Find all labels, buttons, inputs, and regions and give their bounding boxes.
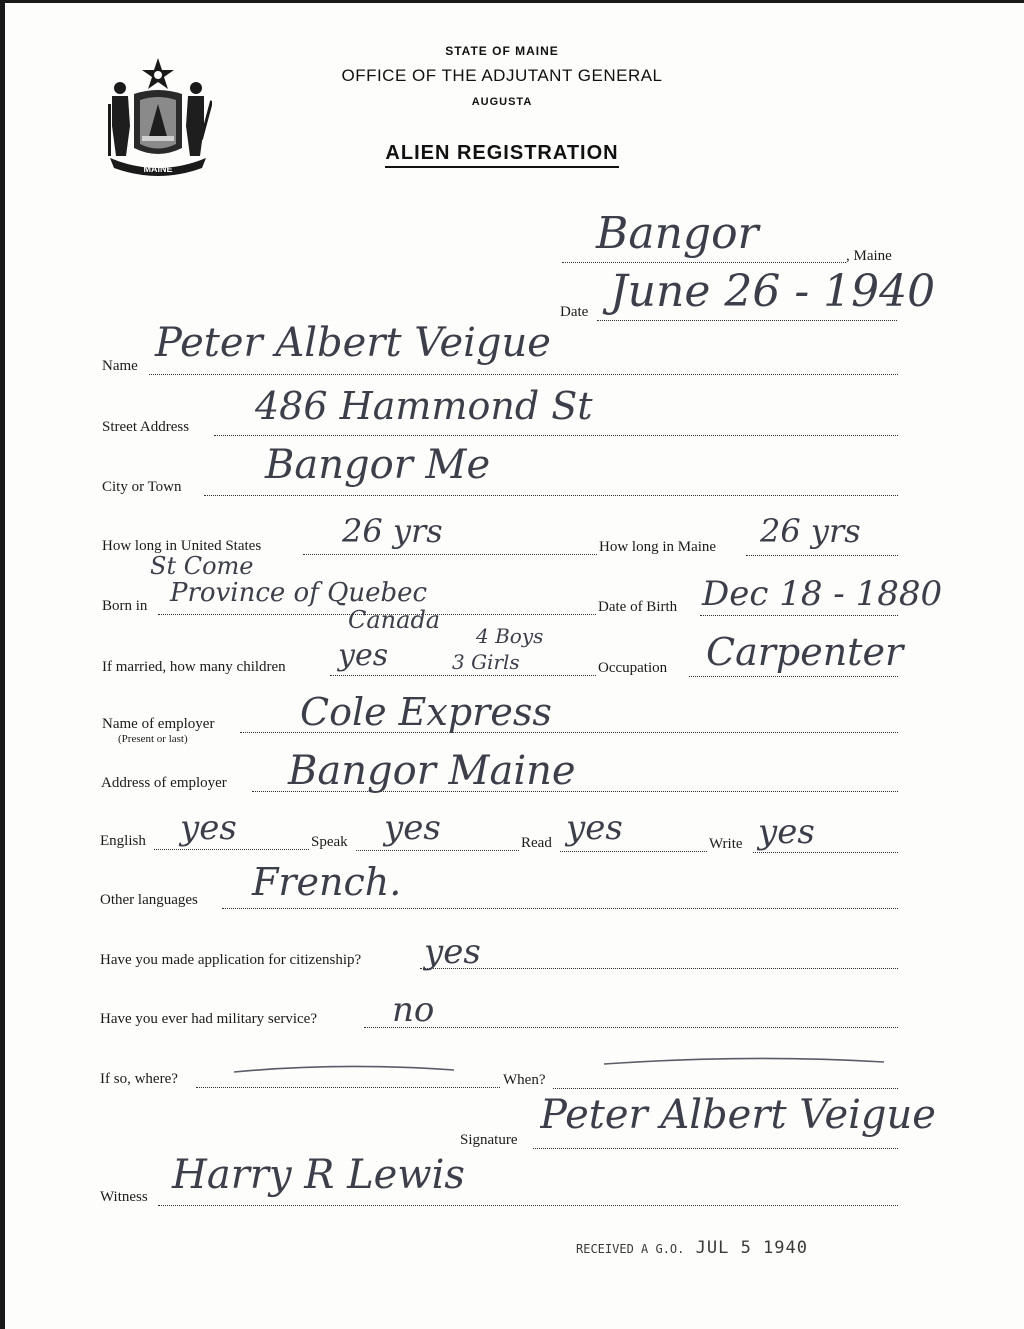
city-line <box>204 495 898 496</box>
name-value: Peter Albert Veigue <box>155 320 551 366</box>
if-where-dash <box>230 1060 460 1080</box>
children-boys-value: 4 Boys <box>476 624 544 648</box>
other-languages-value: French. <box>252 860 402 904</box>
if-where-label: If so, where? <box>100 1071 178 1087</box>
name-label: Name <box>102 358 138 374</box>
date-value: June 26 - 1940 <box>610 266 936 317</box>
how-long-maine-value: 26 yrs <box>760 512 861 550</box>
born-in-label: Born in <box>102 598 148 614</box>
city-label: City or Town <box>102 479 182 495</box>
witness-label: Witness <box>100 1189 148 1205</box>
military-label: Have you ever had military service? <box>100 1011 317 1027</box>
how-long-maine-label: How long in Maine <box>599 539 717 555</box>
header-state: STATE OF MAINE <box>445 44 559 58</box>
how-long-us-line <box>303 554 597 555</box>
date-label: Date <box>560 304 589 320</box>
write-line <box>753 852 898 853</box>
how-long-us-label: How long in United States <box>102 538 262 554</box>
witness-value: Harry R Lewis <box>172 1152 465 1198</box>
witness-line <box>158 1205 898 1206</box>
place-suffix: , Maine <box>846 248 892 264</box>
date-of-birth-line <box>700 615 898 616</box>
seal-text: MAINE <box>143 164 173 174</box>
street-address-value: 486 Hammond St <box>255 384 593 428</box>
employer-label: Name of employer <box>102 716 215 732</box>
speak-value: yes <box>384 808 441 848</box>
english-line <box>154 849 309 850</box>
citizenship-label: Have you made application for citizenship? <box>100 952 362 968</box>
occupation-label: Occupation <box>598 660 668 676</box>
write-label: Write <box>709 836 743 852</box>
employer-address-value: Bangor Maine <box>288 748 576 794</box>
married-line <box>330 675 596 676</box>
employer-address-label: Address of employer <box>101 775 227 791</box>
occupation-value: Carpenter <box>706 630 904 674</box>
date-of-birth-label: Date of Birth <box>598 599 678 615</box>
employer-note: (Present or last) <box>118 733 188 745</box>
place-line <box>562 262 846 263</box>
received-stamp <box>576 1238 808 1258</box>
date-line <box>597 320 897 321</box>
when-line <box>553 1088 898 1089</box>
header-city: AUGUSTA <box>471 96 533 108</box>
when-dash <box>600 1052 890 1072</box>
place-value: Bangor <box>596 208 759 259</box>
how-long-us-value: 26 yrs <box>342 512 443 550</box>
read-line <box>560 851 707 852</box>
born-in-value-line3: Canada <box>348 606 441 634</box>
speak-label: Speak <box>311 834 348 850</box>
english-value: yes <box>180 808 237 848</box>
citizenship-value: yes <box>424 932 481 972</box>
children-girls-value: 3 Girls <box>452 650 520 674</box>
born-in-value-line1: St Come <box>150 552 254 580</box>
state-of-maine-seal-icon <box>104 56 212 176</box>
form-title-text: ALIEN REGISTRATION <box>385 142 618 168</box>
city-value: Bangor Me <box>265 442 491 488</box>
speak-line <box>356 850 519 851</box>
street-address-line <box>214 435 898 436</box>
received-stamp-prefix: RECEIVED A G.O. <box>576 1242 685 1256</box>
header-office: OFFICE OF THE ADJUTANT GENERAL <box>341 66 663 85</box>
signature-line <box>533 1148 898 1149</box>
street-address-label: Street Address <box>102 419 190 435</box>
born-in-value-line2: Province of Quebec <box>170 578 428 608</box>
signature-value: Peter Albert Veigue <box>540 1092 936 1138</box>
how-long-maine-line <box>746 555 898 556</box>
date-of-birth-value: Dec 18 - 1880 <box>702 574 943 614</box>
name-line <box>149 374 898 375</box>
other-languages-line <box>222 908 898 909</box>
when-label: When? <box>503 1072 546 1088</box>
military-value: no <box>392 990 435 1030</box>
received-stamp-date: JUL 5 1940 <box>695 1238 808 1258</box>
citizenship-line <box>420 968 898 969</box>
read-label: Read <box>521 835 552 851</box>
employer-value: Cole Express <box>300 690 552 734</box>
married-label: If married, how many children <box>102 659 286 675</box>
form-title <box>300 142 704 165</box>
if-where-line <box>196 1087 500 1088</box>
occupation-line <box>689 676 898 677</box>
signature-label: Signature <box>460 1132 518 1148</box>
write-value: yes <box>758 812 815 852</box>
military-line <box>364 1027 898 1028</box>
english-label: English <box>100 833 146 849</box>
married-value: yes <box>338 638 389 673</box>
other-languages-label: Other languages <box>100 892 198 908</box>
read-value: yes <box>566 808 623 848</box>
